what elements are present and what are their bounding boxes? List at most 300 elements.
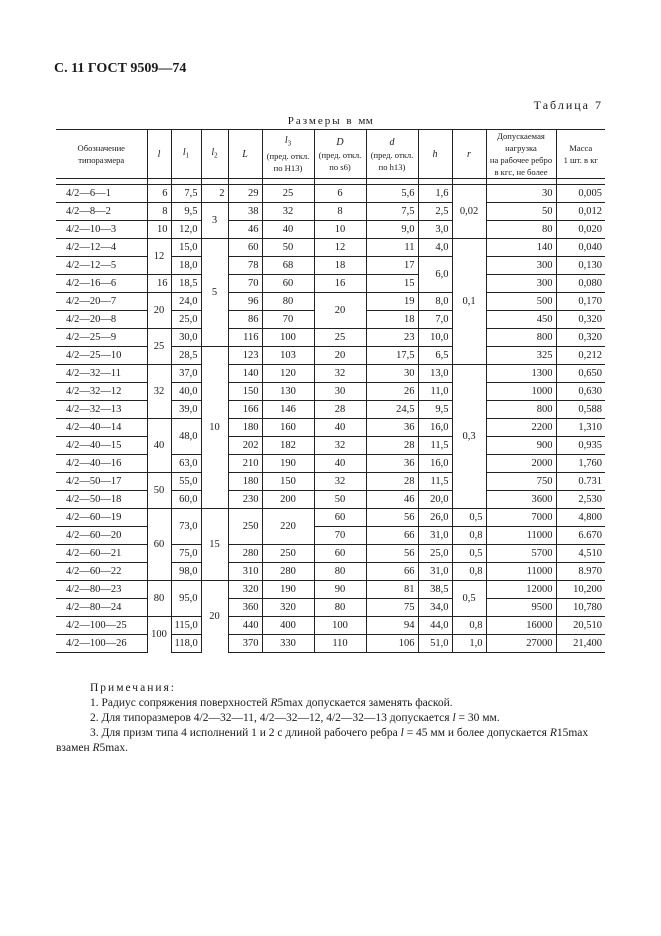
cell-l3: 25	[262, 185, 314, 203]
cell-l1: 37,0	[171, 365, 201, 383]
cell-load: 27000	[486, 635, 556, 653]
cell-mass: 21,400	[556, 635, 605, 653]
cell-d: 94	[366, 617, 418, 635]
cell-load: 300	[486, 275, 556, 293]
cell-L: 202	[228, 437, 262, 455]
cell-D: 8	[314, 203, 366, 221]
cell-D: 60	[314, 509, 366, 527]
cell-des: 4/2—16—6	[56, 275, 147, 293]
cell-l1: 25,0	[171, 311, 201, 329]
cell-d: 106	[366, 635, 418, 653]
cell-h: 51,0	[418, 635, 452, 653]
cell-l1: 118,0	[171, 635, 201, 653]
cell-l3: 50	[262, 239, 314, 257]
cell-mass: 0,005	[556, 185, 605, 203]
cell-D: 80	[314, 599, 366, 617]
cell-l1: 55,0	[171, 473, 201, 491]
cell-load: 750	[486, 473, 556, 491]
note-3-cont: взамен R5max.	[56, 742, 128, 754]
cell-mass: 0,320	[556, 329, 605, 347]
note-2: 2. Для типоразмеров 4/2—32—11, 4/2—32—12, 4/2—32—13 допускается l = 30 мм.	[90, 712, 500, 724]
cell-mass: 0,080	[556, 275, 605, 293]
cell-l3: 130	[262, 383, 314, 401]
cell-mass: 0,170	[556, 293, 605, 311]
cell-des: 4/2—60—19	[56, 509, 147, 527]
cell-des: 4/2—20—8	[56, 311, 147, 329]
cell-load: 800	[486, 401, 556, 419]
cell-l: 25	[147, 329, 171, 365]
cell-d: 26	[366, 383, 418, 401]
cell-l1: 63,0	[171, 455, 201, 473]
cell-d: 7,5	[366, 203, 418, 221]
page-header: С. 11 ГОСТ 9509—74	[54, 61, 187, 76]
cell-des: 4/2—32—12	[56, 383, 147, 401]
cell-mass: 0,040	[556, 239, 605, 257]
cell-l1: 48,0	[171, 419, 201, 455]
cell-h: 38,5	[418, 581, 452, 599]
cell-l: 10	[147, 221, 171, 239]
notes-block	[56, 681, 616, 756]
cell-des: 4/2—40—14	[56, 419, 147, 437]
cell-mass: 0,130	[556, 257, 605, 275]
cell-l1: 95,0	[171, 581, 201, 617]
cell-l1: 30,0	[171, 329, 201, 347]
cell-d: 66	[366, 527, 418, 545]
col-mass: Масса 1 шт. в кг	[556, 130, 605, 179]
cell-l: 6	[147, 185, 171, 203]
cell-des: 4/2—80—23	[56, 581, 147, 599]
cell-des: 4/2—6—1	[56, 185, 147, 203]
cell-h: 6,5	[418, 347, 452, 365]
table-row	[56, 455, 605, 473]
cell-l1: 12,0	[171, 221, 201, 239]
cell-L: 360	[228, 599, 262, 617]
cell-mass: 0,935	[556, 437, 605, 455]
cell-D: 90	[314, 581, 366, 599]
cell-load: 1000	[486, 383, 556, 401]
table-row	[56, 419, 605, 437]
cell-D: 32	[314, 437, 366, 455]
cell-d: 75	[366, 599, 418, 617]
cell-mass: 10,200	[556, 581, 605, 599]
cell-l: 40	[147, 419, 171, 473]
table-row	[56, 401, 605, 419]
cell-L: 116	[228, 329, 262, 347]
cell-load: 140	[486, 239, 556, 257]
cell-mass: 1,760	[556, 455, 605, 473]
cell-mass: 10,780	[556, 599, 605, 617]
cell-l2: 5	[201, 239, 228, 347]
cell-load: 12000	[486, 581, 556, 599]
cell-l: 80	[147, 581, 171, 617]
cell-mass: 0,588	[556, 401, 605, 419]
table-row	[56, 599, 605, 617]
cell-L: 86	[228, 311, 262, 329]
cell-l2: 10	[201, 347, 228, 509]
cell-mass: 0.731	[556, 473, 605, 491]
note-1: 1. Радиус сопряжения поверхностей R5max допускается заменять фаской.	[90, 697, 453, 709]
cell-l1: 7,5	[171, 185, 201, 203]
cell-des: 4/2—60—22	[56, 563, 147, 581]
cell-l3: 330	[262, 635, 314, 653]
cell-load: 11000	[486, 563, 556, 581]
cell-D: 10	[314, 221, 366, 239]
cell-l3: 200	[262, 491, 314, 509]
col-l2: $l_2$	[201, 130, 228, 179]
cell-D: 32	[314, 365, 366, 383]
cell-l3: 190	[262, 455, 314, 473]
cell-h: 44,0	[418, 617, 452, 635]
table-row	[56, 581, 605, 599]
cell-l: 12	[147, 239, 171, 275]
table-row	[56, 383, 605, 401]
dimensions-label: Размеры в	[287, 115, 354, 127]
table-row	[56, 347, 605, 365]
cell-d: 56	[366, 545, 418, 563]
cell-des: 4/2—20—7	[56, 293, 147, 311]
table-row	[56, 365, 605, 383]
table-row	[56, 185, 605, 203]
cell-load: 2200	[486, 419, 556, 437]
cell-L: 150	[228, 383, 262, 401]
table-row	[56, 275, 605, 293]
cell-d: 9,0	[366, 221, 418, 239]
table-row	[56, 203, 605, 221]
cell-l3: 32	[262, 203, 314, 221]
table-row	[56, 491, 605, 509]
table-row	[56, 437, 605, 455]
cell-r: 1,0	[452, 635, 486, 653]
cell-h: 11,5	[418, 473, 452, 491]
cell-h: 26,0	[418, 509, 452, 527]
cell-L: 70	[228, 275, 262, 293]
table-row	[56, 527, 605, 545]
cell-l: 60	[147, 509, 171, 581]
cell-des: 4/2—8—2	[56, 203, 147, 221]
cell-L: 280	[228, 545, 262, 563]
cell-L: 96	[228, 293, 262, 311]
cell-l1: 73,0	[171, 509, 201, 545]
cell-des: 4/2—100—26	[56, 635, 147, 653]
cell-load: 3600	[486, 491, 556, 509]
cell-l1: 9,5	[171, 203, 201, 221]
dimensions-caption	[0, 115, 661, 127]
cell-l1: 75,0	[171, 545, 201, 563]
cell-d: 56	[366, 509, 418, 527]
cell-mass: 0,650	[556, 365, 605, 383]
cell-L: 166	[228, 401, 262, 419]
cell-h: 16,0	[418, 455, 452, 473]
cell-des: 4/2—10—3	[56, 221, 147, 239]
cell-L: 310	[228, 563, 262, 581]
cell-D: 70	[314, 527, 366, 545]
cell-D: 80	[314, 563, 366, 581]
cell-L: 78	[228, 257, 262, 275]
cell-L: 320	[228, 581, 262, 599]
col-L: L	[228, 130, 262, 179]
cell-D: 60	[314, 545, 366, 563]
cell-l1: 18,5	[171, 275, 201, 293]
cell-D: 25	[314, 329, 366, 347]
col-h: h	[418, 130, 452, 179]
cell-mass: 20,510	[556, 617, 605, 635]
cell-l1: 98,0	[171, 563, 201, 581]
cell-mass: 0,630	[556, 383, 605, 401]
table-row	[56, 473, 605, 491]
cell-l3: 120	[262, 365, 314, 383]
col-D: D (пред. откл. по s6)	[314, 130, 366, 179]
cell-d: 30	[366, 365, 418, 383]
cell-l3: 60	[262, 275, 314, 293]
cell-d: 36	[366, 419, 418, 437]
table-row	[56, 257, 605, 275]
cell-mass: 4,800	[556, 509, 605, 527]
cell-L: 123	[228, 347, 262, 365]
cell-l3: 100	[262, 329, 314, 347]
cell-l: 8	[147, 203, 171, 221]
cell-L: 29	[228, 185, 262, 203]
cell-load: 11000	[486, 527, 556, 545]
cell-l1: 18,0	[171, 257, 201, 275]
cell-load: 80	[486, 221, 556, 239]
cell-l2: 20	[201, 581, 228, 653]
cell-des: 4/2—100—25	[56, 617, 147, 635]
cell-d: 24,5	[366, 401, 418, 419]
cell-load: 300	[486, 257, 556, 275]
col-l1: $l_1$	[171, 130, 201, 179]
cell-l: 32	[147, 365, 171, 419]
cell-l: 20	[147, 293, 171, 329]
cell-load: 450	[486, 311, 556, 329]
cell-D: 20	[314, 347, 366, 365]
cell-load: 5700	[486, 545, 556, 563]
dimensions-unit: мм	[358, 115, 374, 127]
cell-l3: 103	[262, 347, 314, 365]
cell-r: 0,5	[452, 545, 486, 563]
table-row	[56, 635, 605, 653]
table-row	[56, 293, 605, 311]
cell-L: 230	[228, 491, 262, 509]
cell-h: 31,0	[418, 527, 452, 545]
cell-l1: 115,0	[171, 617, 201, 635]
col-load: Допускаемая нагрузка на рабочее ребро в кгс, не более	[486, 130, 556, 179]
cell-d: 23	[366, 329, 418, 347]
cell-D: 32	[314, 473, 366, 491]
cell-l1: 15,0	[171, 239, 201, 257]
cell-D: 20	[314, 293, 366, 329]
table-row	[56, 617, 605, 635]
cell-d: 17	[366, 257, 418, 275]
cell-mass: 2,530	[556, 491, 605, 509]
cell-mass: 0,020	[556, 221, 605, 239]
cell-L: 370	[228, 635, 262, 653]
cell-l3: 190	[262, 581, 314, 599]
cell-D: 12	[314, 239, 366, 257]
cell-h: 1,6	[418, 185, 452, 203]
cell-load: 16000	[486, 617, 556, 635]
cell-des: 4/2—60—21	[56, 545, 147, 563]
cell-l3: 280	[262, 563, 314, 581]
table-header-row	[56, 130, 605, 179]
cell-h: 2,5	[418, 203, 452, 221]
cell-l3: 400	[262, 617, 314, 635]
cell-l3: 220	[262, 509, 314, 545]
cell-h: 11,0	[418, 383, 452, 401]
cell-l1: 40,0	[171, 383, 201, 401]
table-row	[56, 239, 605, 257]
cell-l3: 80	[262, 293, 314, 311]
col-r: r	[452, 130, 486, 179]
cell-load: 800	[486, 329, 556, 347]
cell-r: 0,02	[452, 185, 486, 239]
cell-d: 18	[366, 311, 418, 329]
cell-l3: 146	[262, 401, 314, 419]
cell-r: 0,1	[452, 239, 486, 365]
cell-r: 0,8	[452, 617, 486, 635]
cell-L: 440	[228, 617, 262, 635]
cell-D: 30	[314, 383, 366, 401]
cell-r: 0,3	[452, 365, 486, 509]
cell-D: 40	[314, 455, 366, 473]
cell-h: 9,5	[418, 401, 452, 419]
cell-load: 500	[486, 293, 556, 311]
cell-D: 40	[314, 419, 366, 437]
cell-d: 5,6	[366, 185, 418, 203]
cell-L: 60	[228, 239, 262, 257]
cell-r: 0,8	[452, 563, 486, 581]
col-d: d (пред. откл. по h13)	[366, 130, 418, 179]
table-row	[56, 329, 605, 347]
cell-L: 140	[228, 365, 262, 383]
cell-load: 900	[486, 437, 556, 455]
cell-mass: 8.970	[556, 563, 605, 581]
cell-des: 4/2—40—16	[56, 455, 147, 473]
cell-load: 7000	[486, 509, 556, 527]
cell-des: 4/2—50—18	[56, 491, 147, 509]
cell-des: 4/2—32—11	[56, 365, 147, 383]
cell-D: 50	[314, 491, 366, 509]
cell-h: 8,0	[418, 293, 452, 311]
cell-d: 19	[366, 293, 418, 311]
cell-D: 6	[314, 185, 366, 203]
cell-mass: 0,320	[556, 311, 605, 329]
col-l: l	[147, 130, 171, 179]
cell-l: 100	[147, 617, 171, 653]
cell-mass: 0,212	[556, 347, 605, 365]
cell-load: 50	[486, 203, 556, 221]
cell-l2: 15	[201, 509, 228, 581]
cell-l1: 39,0	[171, 401, 201, 419]
cell-h: 16,0	[418, 419, 452, 437]
cell-l2: 3	[201, 203, 228, 239]
cell-h: 10,0	[418, 329, 452, 347]
cell-d: 66	[366, 563, 418, 581]
cell-h: 4,0	[418, 239, 452, 257]
cell-des: 4/2—25—10	[56, 347, 147, 365]
cell-h: 34,0	[418, 599, 452, 617]
cell-r: 0,5	[452, 581, 486, 617]
cell-load: 325	[486, 347, 556, 365]
cell-L: 210	[228, 455, 262, 473]
cell-d: 46	[366, 491, 418, 509]
cell-r: 0,8	[452, 527, 486, 545]
note-3: 3. Для призм типа 4 исполнений 1 и 2 с длиной рабочего ребра l = 45 мм и более допускается R15max	[90, 727, 589, 739]
cell-l1: 60,0	[171, 491, 201, 509]
cell-l2: 2	[201, 185, 228, 203]
cell-h: 25,0	[418, 545, 452, 563]
cell-l: 16	[147, 275, 171, 293]
cell-D: 110	[314, 635, 366, 653]
cell-l3: 160	[262, 419, 314, 437]
cell-des: 4/2—12—4	[56, 239, 147, 257]
cell-h: 13,0	[418, 365, 452, 383]
col-designation: Обозначение типоразмера	[56, 130, 147, 179]
cell-h: 20,0	[418, 491, 452, 509]
cell-mass: 0,012	[556, 203, 605, 221]
cell-d: 81	[366, 581, 418, 599]
cell-D: 28	[314, 401, 366, 419]
cell-l3: 320	[262, 599, 314, 617]
cell-mass: 1,310	[556, 419, 605, 437]
cell-des: 4/2—60—20	[56, 527, 147, 545]
cell-D: 100	[314, 617, 366, 635]
cell-D: 16	[314, 275, 366, 293]
cell-h: 3,0	[418, 221, 452, 239]
cell-r: 0,5	[452, 509, 486, 527]
cell-des: 4/2—50—17	[56, 473, 147, 491]
table-row	[56, 563, 605, 581]
cell-l: 50	[147, 473, 171, 509]
cell-des: 4/2—25—9	[56, 329, 147, 347]
cell-d: 11	[366, 239, 418, 257]
table-row	[56, 221, 605, 239]
cell-L: 46	[228, 221, 262, 239]
cell-des: 4/2—40—15	[56, 437, 147, 455]
cell-des: 4/2—32—13	[56, 401, 147, 419]
cell-load: 9500	[486, 599, 556, 617]
cell-l1: 24,0	[171, 293, 201, 311]
cell-d: 15	[366, 275, 418, 293]
cell-l3: 182	[262, 437, 314, 455]
cell-l3: 150	[262, 473, 314, 491]
cell-d: 17,5	[366, 347, 418, 365]
cell-d: 28	[366, 473, 418, 491]
cell-load: 30	[486, 185, 556, 203]
cell-h: 11,5	[418, 437, 452, 455]
cell-l3: 250	[262, 545, 314, 563]
cell-L: 180	[228, 473, 262, 491]
cell-d: 28	[366, 437, 418, 455]
dimensions-table	[56, 129, 605, 653]
table-row	[56, 545, 605, 563]
cell-mass: 6.670	[556, 527, 605, 545]
cell-L: 250	[228, 509, 262, 545]
cell-load: 2000	[486, 455, 556, 473]
cell-l3: 68	[262, 257, 314, 275]
cell-l1: 28,5	[171, 347, 201, 365]
cell-L: 38	[228, 203, 262, 221]
cell-l3: 40	[262, 221, 314, 239]
cell-h: 7,0	[418, 311, 452, 329]
cell-l3: 70	[262, 311, 314, 329]
table-number: Таблица 7	[533, 98, 603, 112]
cell-mass: 4,510	[556, 545, 605, 563]
table-row	[56, 509, 605, 527]
cell-des: 4/2—80—24	[56, 599, 147, 617]
cell-h: 31,0	[418, 563, 452, 581]
col-l3: $l_3$ (пред. откл. по Н13)	[262, 130, 314, 179]
cell-D: 18	[314, 257, 366, 275]
